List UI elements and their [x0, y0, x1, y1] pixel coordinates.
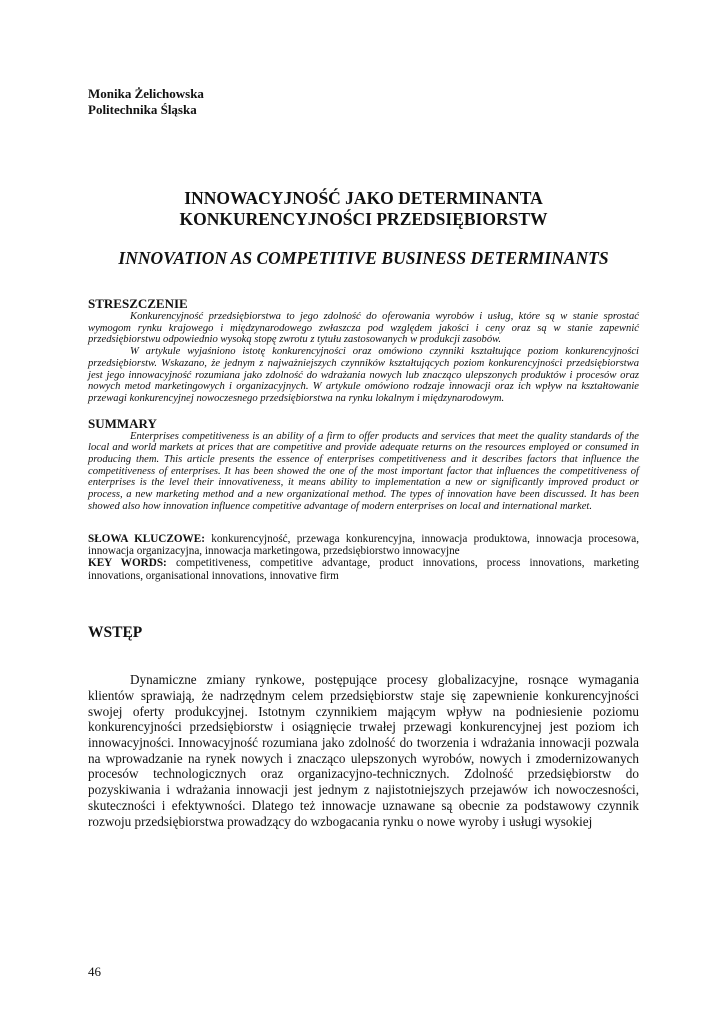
page-content — [88, 86, 639, 829]
streszczenie-heading: STRESZCZENIE — [88, 296, 188, 311]
summary-paragraph: Enterprises competitiveness is an ability of a firm to offer products and services that meet the quality standards of the local and world markets at prices that are competitive and provide adequate returns on the resources employed or consumed in producing them. This article presents the essence of enterprises competitiveness and it describes factors that influence the competitiveness of enterprises. It has been showed the one of the most important factor that influences the competitiveness of enterprises is the level their innovativeness, it means ability to implementation a new or significantly improved product or process, a new marketing method and a new organizational method. The types of innovation have been discussed. It has been showed also how innovation influence competitive advantage of modern enterprises on local and international market. — [88, 430, 639, 512]
keywords-english — [88, 557, 639, 582]
streszczenie-paragraph-1: Konkurencyjność przedsiębiorstwa to jego zdolność do oferowania wyrobów i usług, które są w stanie sprostać wymogom rynku krajowego i międzynarodowego zwłaszcza pod względem jakości i ceny oraz są w stanie zapewnić przedsiębiorstwu odpowiednio wysoką stopę zwrotu z tytułu zastosowanych w produkcji zasobów. — [88, 311, 639, 346]
author-block — [88, 86, 639, 118]
keywords-english-label: KEY WORDS: — [88, 557, 167, 570]
keywords-polish-label: SŁOWA KLUCZOWE: — [88, 532, 205, 545]
keywords-polish — [88, 533, 639, 558]
author-affiliation: Politechnika Śląska — [88, 102, 197, 117]
summary-heading: SUMMARY — [88, 415, 157, 431]
wstep-heading: WSTĘP — [88, 624, 143, 642]
paper-title-english: INNOVATION AS COMPETITIVE BUSINESS DETERMINANTS — [118, 248, 609, 268]
streszczenie-paragraph-2: W artykule wyjaśniono istotę konkurencyjności oraz omówiono czynniki kształtujące poziom konkurencyjności przedsiębiorstw. Wskazano, że jednym z najważniejszych czynników kształtujących poziom konkurencyjności przedsiębiorstwa jest jego innowacyjność rozumiana jako zdolność do wdrażania nowych lub znacząco ulepszonych produktów i procesów oraz nowych metod marketingowych i organizacyjnych. W artykule omówiono rodzaje innowacji oraz ich wpływ na kształtowanie przewagi konkurencyjnej nowoczesnego przedsiębiorstwa na rynku lokalnym i międzynarodowym. — [88, 346, 639, 404]
keywords-english-text: competitiveness, competitive advantage, product innovations, process innovations, marketing innovations, organisational innovations, innovative firm — [88, 557, 640, 582]
keywords-polish-text: konkurencyjność, przewaga konkurencyjna, innowacja produktowa, innowacja procesowa, innowacja organizacyjna, innowacja marketingowa, przedsiębiorstwo innowacyjne — [88, 532, 640, 557]
author-name: Monika Żelichowska — [88, 86, 204, 101]
title-line-2: KONKURENCYJNOŚCI PRZEDSIĘBIORSTW — [179, 209, 548, 229]
paper-title — [88, 188, 639, 230]
wstep-paragraph: Dynamiczne zmiany rynkowe, postępujące procesy globalizacyjne, rosnące wymagania klientów sprawiają, że nadrzędnym celem przedsiębiorstw staje się zapewnienie konkurencyjności swojej oferty produkcyjnej. Istotnym czynnikiem mającym wpływ na podniesienie poziomu konkurencyjności przedsiębiorstw i osiągnięcie trwałej przewagi konkurencyjnej jest poziom ich innowacyjności. Innowacyjność rozumiana jako zdolność do tworzenia i wdrażania innowacji pozwala na wprowadzanie na rynek nowych i znacząco ulepszonych wyrobów, nowych i zmodernizowanych procesów technologicznych oraz organizacyjno-technicznych. Zdolność przedsiębiorstw do pozyskiwania i wdrażania innowacji jest jednym z najistotniejszych przejawów ich nowoczesności, skuteczności i efektywności. Dlatego też innowacje uznawane są obecnie za podstawowy czynnik rozwoju przedsiębiorstwa prowadzący do wzbogacania rynku o nowe wyroby i usługi wysokiej — [88, 672, 639, 829]
title-line-1: INNOWACYJNOŚĆ JAKO DETERMINANTA — [184, 188, 543, 208]
page-number: 46 — [88, 964, 101, 979]
